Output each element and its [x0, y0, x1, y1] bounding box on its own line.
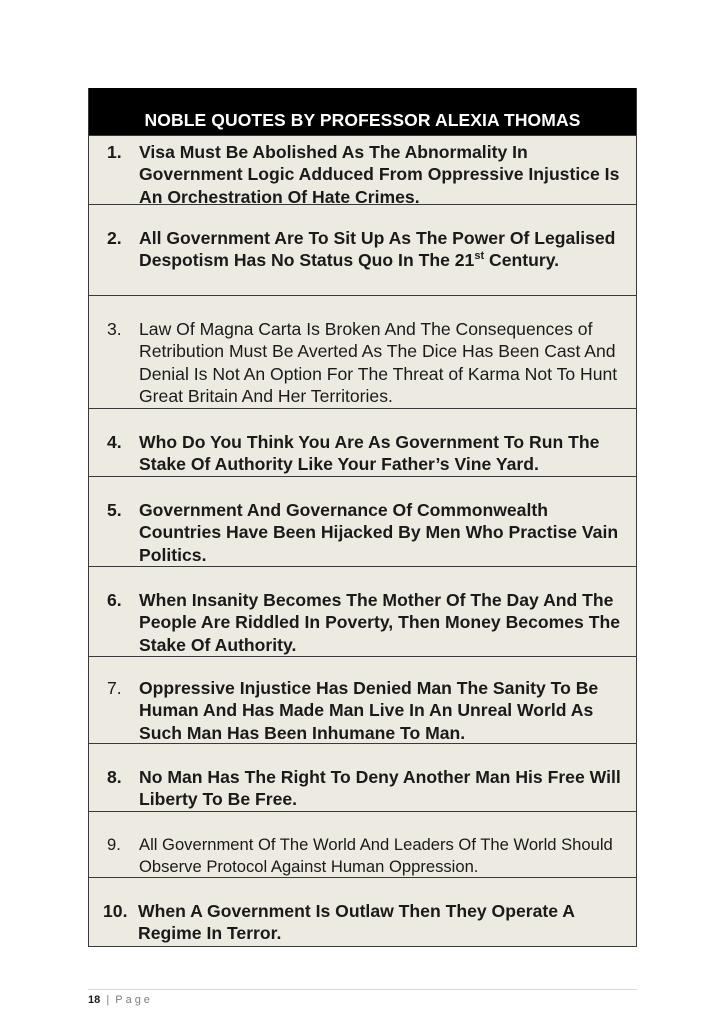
quote-row-2 — [89, 204, 636, 295]
quote-number: 7. — [107, 678, 122, 698]
quote-text-main: All Government Are To Sit Up As The Power Of Legalised Despotism Has No Status Quo In The 21 — [139, 228, 616, 271]
table-header: NOBLE QUOTES BY PROFESSOR ALEXIA THOMAS — [89, 88, 636, 135]
footer-separator: | — [106, 994, 110, 1006]
quote-text: Who Do You Think You Are As Government To Run The Stake Of Authority Like Your Father’s Vine Yard. — [139, 432, 600, 475]
quote-number: 2. — [107, 228, 122, 248]
quote-number: 3. — [107, 319, 122, 339]
quote-text: All Government Of The World And Leaders Of The World Should Observe Protocol Against Human Oppression. — [139, 835, 613, 876]
quote-text: No Man Has The Right To Deny Another Man His Free Will Liberty To Be Free. — [139, 767, 621, 810]
quote-row-1 — [89, 135, 636, 207]
quote-text: Oppressive Injustice Has Denied Man The Sanity To Be Human And Has Made Man Live In An Unreal World As Such Man Has Been Inhumane To Man. — [139, 678, 599, 743]
quote-text — [139, 227, 628, 295]
quote-row-10 — [89, 877, 636, 946]
quote-number: 5. — [107, 500, 122, 520]
quote-row-6 — [89, 566, 636, 656]
quote-text: Law Of Magna Carta Is Broken And The Consequences of Retribution Must Be Averted As The Dice Has Been Cast And Denial Is Not An Option For The Threat of Karma Not To Hunt Great Britain And Her Territories. — [139, 319, 618, 406]
quote-row-4 — [89, 408, 636, 476]
quote-number: 1. — [107, 142, 122, 162]
quote-text-end: Century. — [484, 250, 560, 271]
quote-number: 8. — [107, 767, 122, 787]
quote-number: 10. — [103, 901, 128, 921]
quote-number: 9. — [107, 835, 121, 854]
quote-row-3 — [89, 295, 636, 408]
ordinal-suffix: st — [474, 250, 485, 263]
footer-divider — [88, 989, 637, 990]
quote-row-9 — [89, 811, 636, 877]
quote-text: When A Government Is Outlaw Then They Operate A Regime In Terror. — [138, 901, 575, 944]
page-label: Page — [115, 994, 153, 1006]
quote-number: 6. — [107, 590, 122, 610]
quote-row-5 — [89, 476, 636, 566]
quote-row-8 — [89, 743, 636, 811]
quote-row-7 — [89, 656, 636, 743]
page-footer — [88, 994, 153, 1006]
quote-text: When Insanity Becomes The Mother Of The Day And The People Are Riddled In Poverty, Then Money Becomes The Stake Of Authority. — [139, 590, 621, 655]
quote-text: Government And Governance Of Commonwealth Countries Have Been Hijacked By Men Who Practise Vain Politics. — [139, 500, 619, 565]
quote-number: 4. — [107, 432, 122, 452]
quote-text: Visa Must Be Abolished As The Abnormality In Government Logic Adduced From Oppressive Injustice Is An Orchestration Of Hate Crimes. — [139, 142, 620, 207]
page-number: 18 — [88, 994, 101, 1006]
quotes-table — [88, 88, 637, 947]
